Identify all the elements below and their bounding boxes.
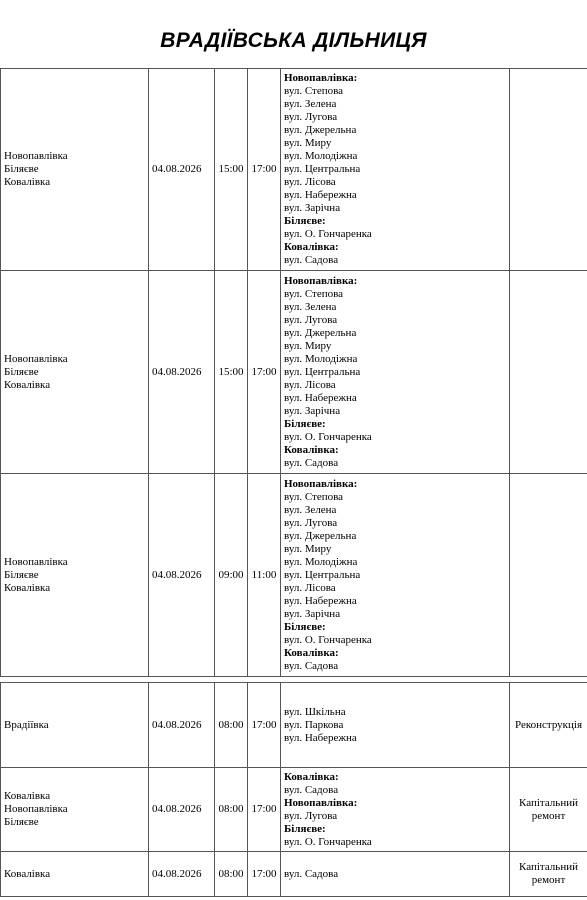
work-type-line: Капітальний: [519, 861, 578, 873]
end-time-cell: 17:00: [248, 271, 281, 474]
work-type-line: ремонт: [531, 874, 566, 886]
street-line: вул. Молодіжна: [284, 352, 358, 365]
street-line: вул. Центральна: [284, 365, 361, 378]
street-line: вул. Миру: [284, 137, 332, 149]
start-time-cell: 15:00: [215, 69, 248, 271]
street-line: вул. Лісова: [284, 378, 336, 391]
street-line: вул. Набережна: [284, 189, 357, 201]
end-time-cell: 17:00: [248, 768, 281, 852]
street-line: Біляєве:: [284, 215, 326, 227]
street-line: вул. Молодіжна: [284, 555, 358, 568]
street-line: Новопавлівка:: [284, 477, 358, 490]
street-line: вул. Садова: [284, 456, 339, 469]
location-name: Новопавлівка: [4, 555, 68, 568]
street-line: Біляєве:: [284, 822, 326, 835]
street-line: вул. Набережна: [284, 594, 357, 607]
work-type-line: ремонт: [531, 809, 566, 822]
location-cell: [1, 271, 149, 474]
street-line: вул. Степова: [284, 85, 344, 97]
street-line: Новопавлівка:: [284, 72, 358, 84]
location-name: Ковалівка: [4, 867, 51, 880]
location-name: Біляєве: [4, 568, 39, 581]
end-time-cell: 17:00: [248, 69, 281, 271]
street-line: вул. Степова: [284, 287, 344, 300]
work-type-line: Капітальний: [519, 796, 578, 809]
location-cell: [1, 683, 149, 768]
street-line: вул. Зарічна: [284, 607, 341, 620]
street-line: вул. Зелена: [284, 503, 337, 516]
street-line: вул. Центральна: [284, 568, 361, 581]
street-line: вул. Зарічна: [284, 404, 341, 417]
street-line: вул. Зарічна: [284, 202, 341, 214]
location-name: Біляєве: [4, 163, 39, 175]
street-line: вул. Зелена: [284, 300, 337, 313]
street-line: вул. Паркова: [284, 718, 344, 731]
street-line: Біляєве:: [284, 620, 326, 633]
streets-cell: [281, 852, 510, 897]
street-line: вул. Садова: [284, 867, 339, 880]
start-time-cell: 15:00: [215, 271, 248, 474]
start-time-cell: 08:00: [215, 852, 248, 897]
location-name: Новопавлівка: [4, 352, 68, 365]
street-line: вул. Набережна: [284, 731, 357, 744]
date-cell: 04.08.2026: [149, 474, 215, 677]
table-row: [1, 271, 587, 474]
street-line: вул. О. Гончаренка: [284, 633, 372, 646]
table-row: [1, 683, 587, 768]
street-line: вул. Лісова: [284, 581, 336, 594]
date-cell: 04.08.2026: [149, 683, 215, 768]
street-line: вул. Центральна: [284, 163, 361, 175]
table-row: [1, 768, 587, 852]
street-line: вул. Молодіжна: [284, 150, 358, 162]
start-time-cell: 08:00: [215, 683, 248, 768]
street-line: вул. Лугова: [284, 809, 338, 822]
street-line: вул. Степова: [284, 490, 344, 503]
outage-table-2: [0, 682, 587, 897]
start-time-cell: 08:00: [215, 768, 248, 852]
work-type-cell: [510, 768, 587, 852]
street-line: вул. Садова: [284, 254, 339, 266]
streets-cell: [281, 69, 510, 271]
location-cell: [1, 768, 149, 852]
location-name: Врадіївка: [4, 718, 49, 731]
streets-cell: [281, 683, 510, 768]
work-type-cell: [510, 852, 587, 897]
street-line: вул. Шкільна: [284, 705, 346, 718]
table-row: [1, 852, 587, 897]
streets-cell: [281, 474, 510, 677]
table-row: [1, 474, 587, 677]
street-line: Ковалівка:: [284, 443, 339, 456]
location-name: Ковалівка: [4, 790, 51, 802]
location-name: Біляєве: [4, 816, 39, 828]
end-time-cell: 11:00: [248, 474, 281, 677]
date-cell: 04.08.2026: [149, 768, 215, 852]
location-name: Біляєве: [4, 365, 39, 378]
table-row: [1, 69, 587, 271]
street-line: вул. О. Гончаренка: [284, 835, 372, 848]
street-line: вул. Садова: [284, 659, 339, 672]
street-line: Біляєве:: [284, 417, 326, 430]
work-type-cell: [510, 69, 587, 271]
work-type-cell: [510, 474, 587, 677]
streets-cell: [281, 271, 510, 474]
street-line: Ковалівка:: [284, 646, 339, 659]
start-time-cell: 09:00: [215, 474, 248, 677]
street-line: вул. О. Гончаренка: [284, 228, 372, 240]
location-cell: [1, 69, 149, 271]
street-line: вул. Лугова: [284, 313, 338, 326]
outage-table-1: [0, 68, 587, 677]
street-line: Новопавлівка:: [284, 796, 358, 809]
street-line: вул. Зелена: [284, 98, 337, 110]
date-cell: 04.08.2026: [149, 271, 215, 474]
location-name: Новопавлівка: [4, 150, 68, 162]
street-line: вул. Лугова: [284, 111, 338, 123]
street-line: вул. Джерельна: [284, 326, 357, 339]
street-line: вул. Садова: [284, 783, 339, 796]
date-cell: 04.08.2026: [149, 69, 215, 271]
location-cell: [1, 474, 149, 677]
location-name: Ковалівка: [4, 581, 51, 594]
location-cell: [1, 852, 149, 897]
work-type-cell: [510, 683, 587, 768]
street-line: вул. Лісова: [284, 176, 336, 188]
date-cell: 04.08.2026: [149, 852, 215, 897]
street-line: вул. Лугова: [284, 516, 338, 529]
location-name: Ковалівка: [4, 378, 51, 391]
street-line: вул. Джерельна: [284, 529, 357, 542]
location-name: Ковалівка: [4, 176, 51, 188]
street-line: Ковалівка:: [284, 241, 339, 253]
street-line: вул. Миру: [284, 339, 332, 352]
work-type-cell: [510, 271, 587, 474]
street-line: вул. Набережна: [284, 391, 357, 404]
streets-cell: [281, 768, 510, 852]
page-title: ВРАДІЇВСЬКА ДІЛЬНИЦЯ: [160, 29, 427, 52]
street-line: вул. О. Гончаренка: [284, 430, 372, 443]
end-time-cell: 17:00: [248, 852, 281, 897]
street-line: Ковалівка:: [284, 770, 339, 783]
work-type-line: Реконструкція: [514, 718, 583, 731]
street-line: Новопавлівка:: [284, 274, 358, 287]
end-time-cell: 17:00: [248, 683, 281, 768]
location-name: Новопавлівка: [4, 803, 68, 815]
street-line: вул. Миру: [284, 542, 332, 555]
street-line: вул. Джерельна: [284, 124, 357, 136]
